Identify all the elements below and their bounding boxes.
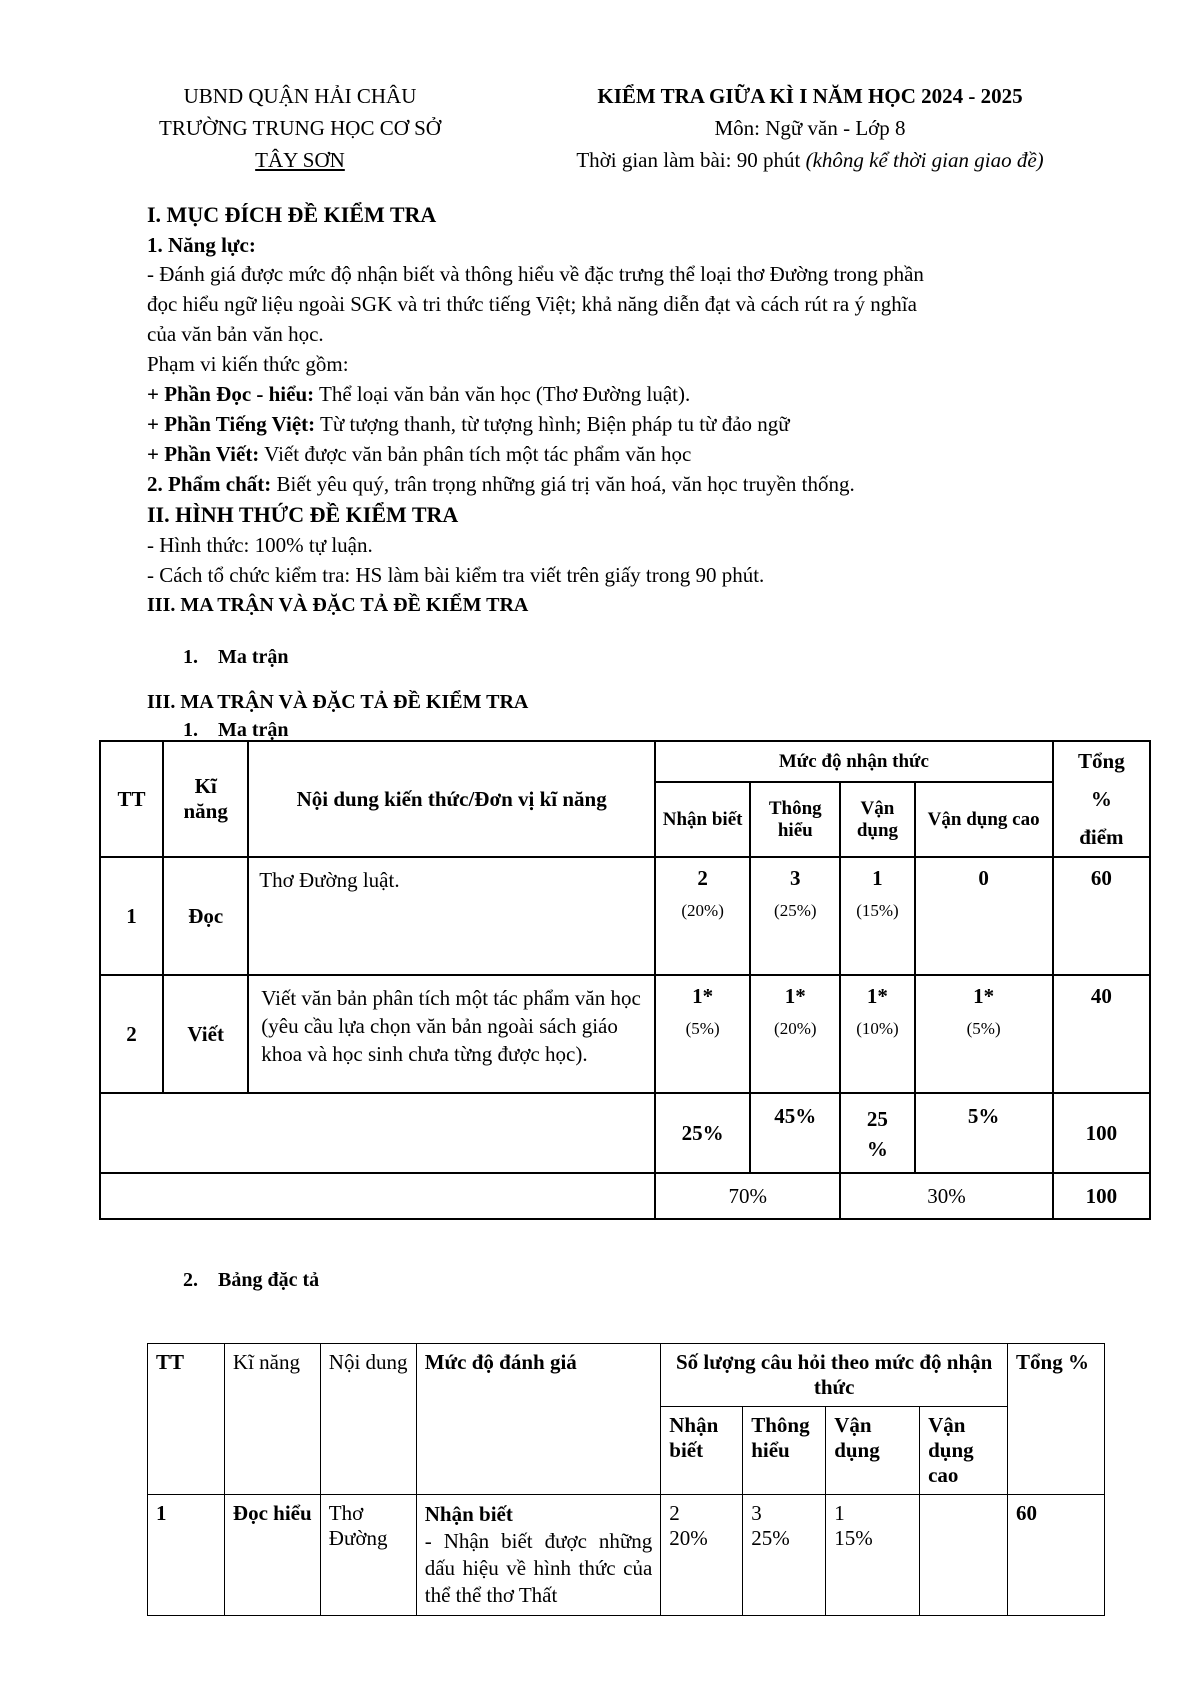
- section-1-2-text: Biết yêu quý, trân trọng những giá trị văn hoá, văn học truyền thống.: [271, 472, 855, 496]
- header-left: [120, 80, 480, 176]
- section-2-heading: II. HÌNH THỨC ĐỀ KIỂM TRA: [147, 502, 459, 527]
- header-right: [530, 80, 1090, 176]
- subsection-num: 1.: [183, 719, 198, 741]
- header-skill: Kĩ năng: [224, 1344, 320, 1495]
- table-row: [100, 1093, 1150, 1173]
- count: 2: [669, 1501, 680, 1525]
- sum-th: 45%: [750, 1093, 840, 1173]
- level-title: Nhận biết: [424, 1502, 513, 1526]
- count: 2: [697, 866, 708, 890]
- row-th: [743, 1495, 826, 1616]
- bullet-reading: [147, 380, 690, 409]
- row-vd: [840, 975, 914, 1093]
- section-3-heading-repeat: III. MA TRẬN VÀ ĐẶC TẢ ĐỀ KIỂM TRA: [147, 691, 529, 713]
- header-th: Thông hiểu: [750, 782, 840, 857]
- row-nb: [661, 1495, 743, 1616]
- percent: 15%: [834, 1526, 873, 1550]
- level-text: - Nhận biết được những dấu hiệu về hình thức của thể thể thơ Thất: [424, 1529, 653, 1607]
- percent: (10%): [856, 1019, 899, 1038]
- header-skill: Kĩ năng: [163, 741, 248, 857]
- header-th: Thông hiểu: [743, 1407, 826, 1495]
- exam-subject: Môn: Ngữ văn - Lớp 8: [714, 116, 906, 140]
- subsection-num: 1.: [183, 646, 198, 668]
- paragraph-line: đọc hiểu ngữ liệu ngoài SGK và tri thức tiếng Việt; khả năng diễn đạt và cách rút ra ý nghĩa: [147, 292, 917, 316]
- subsection-matrix-repeat: Ma trận: [218, 719, 289, 741]
- row-vd: [840, 857, 914, 975]
- group-a: 70%: [655, 1173, 840, 1219]
- exam-title: KIỂM TRA GIỮA KÌ I NĂM HỌC 2024 - 2025: [597, 84, 1023, 108]
- count: 1*: [973, 984, 995, 1008]
- row-content: Thơ Đường: [320, 1495, 416, 1616]
- row-level: [416, 1495, 661, 1616]
- section-1-1-heading: 1. Năng lực:: [147, 233, 256, 257]
- row-skill: Viết: [163, 975, 248, 1093]
- subsection-num: 2.: [183, 1269, 198, 1291]
- percent: (5%): [685, 1019, 720, 1038]
- row-content: Viết văn bản phân tích một tác phẩm văn học (yêu cầu lựa chọn văn bản ngoài sách giáo khoa và học sinh chưa từng được học).: [248, 975, 655, 1093]
- section-1-2-heading: 2. Phẩm chất:: [147, 472, 272, 496]
- row-total: 40: [1053, 975, 1150, 1093]
- row-tt: 2: [100, 975, 163, 1093]
- count: 1*: [692, 984, 714, 1008]
- percent: (5%): [966, 1019, 1001, 1038]
- section-1-2: [147, 470, 855, 499]
- bullet-label: + Phần Tiếng Việt:: [147, 412, 316, 436]
- section-1-heading: I. MỤC ĐÍCH ĐỀ KIỂM TRA: [147, 202, 437, 227]
- row-nb: [655, 857, 750, 975]
- row-th: [750, 857, 840, 975]
- row-content: Thơ Đường luật.: [248, 857, 655, 975]
- table-row: [148, 1495, 1105, 1616]
- time-note: (không kể thời gian giao đề): [805, 148, 1044, 172]
- empty-cell: [100, 1173, 655, 1219]
- school-name: TRƯỜNG TRUNG HỌC CƠ SỞ: [159, 116, 441, 140]
- header-content: Nội dung kiến thức/Đơn vị kĩ năng: [248, 741, 655, 857]
- spec-table: [147, 1343, 1105, 1616]
- empty-cell: [100, 1093, 655, 1173]
- table-row: [100, 975, 1150, 1093]
- count: 3: [790, 866, 801, 890]
- header-vdc: Vận dụng cao: [920, 1407, 1008, 1495]
- percent: 25%: [751, 1526, 790, 1550]
- header-vdc: Vận dụng cao: [915, 782, 1053, 857]
- row-vdc: [920, 1495, 1008, 1616]
- header-nb: Nhận biết: [661, 1407, 743, 1495]
- percent: 20%: [669, 1526, 708, 1550]
- bullet-text: Thể loại văn bản văn học (Thơ Đường luật).: [314, 382, 691, 406]
- sum-nb: 25%: [655, 1093, 750, 1173]
- row-total: 60: [1053, 857, 1150, 975]
- paragraph-line: - Đánh giá được mức độ nhận biết và thông hiểu về đặc trưng thể loại thơ Đường trong phần: [147, 262, 924, 286]
- percent: (20%): [681, 901, 724, 920]
- header-vd: Vận dụng: [840, 782, 914, 857]
- percent: (25%): [774, 901, 817, 920]
- count: 1: [834, 1501, 845, 1525]
- bullet-label: + Phần Viết:: [147, 442, 260, 466]
- row-vdc: [915, 857, 1053, 975]
- subsection-matrix: Ma trận: [218, 646, 289, 668]
- count: 0: [978, 866, 989, 890]
- header-count: Số lượng câu hỏi theo mức độ nhận thức: [661, 1344, 1008, 1407]
- paragraph-line: của văn bản văn học.: [147, 322, 324, 346]
- matrix-table: [99, 740, 1151, 1220]
- header-total: Tổng % điểm: [1053, 741, 1150, 857]
- scope-line: Phạm vi kiến thức gồm:: [147, 352, 349, 376]
- bullet-text: Từ tượng thanh, từ tượng hình; Biện pháp tu từ đảo ngữ: [315, 412, 790, 436]
- section-3-heading: III. MA TRẬN VÀ ĐẶC TẢ ĐỀ KIỂM TRA: [147, 594, 529, 616]
- sum-vdc: 5%: [915, 1093, 1053, 1173]
- bullet-text: Viết được văn bản phân tích một tác phẩm văn học: [259, 442, 692, 466]
- header-tt: TT: [100, 741, 163, 857]
- bullet-label: + Phần Đọc - hiểu:: [147, 382, 315, 406]
- bullet-writing: [147, 440, 691, 469]
- header-level: Mức độ đánh giá: [416, 1344, 661, 1495]
- row-nb: [655, 975, 750, 1093]
- header-level: Mức độ nhận thức: [655, 741, 1053, 782]
- header-content: Nội dung: [320, 1344, 416, 1495]
- row-tt: 1: [148, 1495, 225, 1616]
- count: 1*: [866, 984, 888, 1008]
- row-total: 60: [1008, 1495, 1105, 1616]
- count: 1*: [784, 984, 806, 1008]
- header-nb: Nhận biết: [655, 782, 750, 857]
- form-line: - Hình thức: 100% tự luận.: [147, 533, 373, 557]
- percent: (15%): [856, 901, 899, 920]
- header-tt: TT: [148, 1344, 225, 1495]
- table-row: [100, 857, 1150, 975]
- subsection-spec: Bảng đặc tả: [218, 1269, 320, 1291]
- row-vdc: [915, 975, 1053, 1093]
- time-label: Thời gian làm bài: 90 phút: [576, 148, 801, 172]
- row-skill: Đọc: [163, 857, 248, 975]
- count: 1: [872, 866, 883, 890]
- row-th: [750, 975, 840, 1093]
- row-vd: [826, 1495, 920, 1616]
- row-tt: 1: [100, 857, 163, 975]
- row-skill: Đọc hiểu: [224, 1495, 320, 1616]
- school-name-2: TÂY SƠN: [255, 148, 345, 172]
- sum-vd: 25 %: [840, 1093, 914, 1173]
- count: 3: [751, 1501, 762, 1525]
- header-total: Tổng %: [1008, 1344, 1105, 1495]
- percent: (20%): [774, 1019, 817, 1038]
- organization-line: - Cách tổ chức kiểm tra: HS làm bài kiểm tra viết trên giấy trong 90 phút.: [147, 563, 765, 587]
- exam-time: [530, 144, 1090, 176]
- table-row: [100, 1173, 1150, 1219]
- bullet-vietnamese: [147, 410, 790, 439]
- header-vd: Vận dụng: [826, 1407, 920, 1495]
- sum-total: 100: [1053, 1093, 1150, 1173]
- group-b: 30%: [840, 1173, 1052, 1219]
- dept-name: UBND QUẬN HẢI CHÂU: [183, 84, 417, 108]
- grand-total: 100: [1053, 1173, 1150, 1219]
